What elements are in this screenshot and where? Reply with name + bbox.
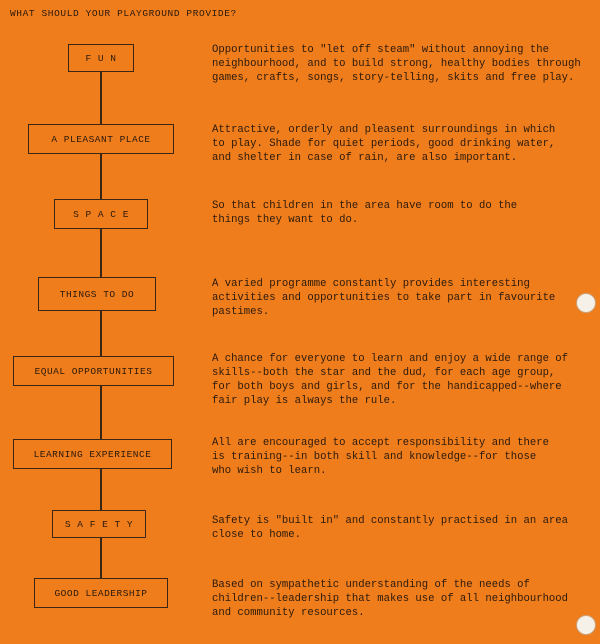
box-safety: S A F E T Y: [52, 510, 146, 538]
desc-space: So that children in the area have room to do the things they want to do.: [212, 200, 518, 226]
box-space: S P A C E: [54, 199, 148, 229]
box-things-to-do: THINGS TO DO: [38, 277, 156, 311]
desc-safety: Safety is "built in" and constantly practised in an area close to home.: [212, 515, 569, 541]
binder-hole-lower: [576, 615, 596, 635]
page-title: WHAT SHOULD YOUR PLAYGROUND PROVIDE?: [10, 8, 237, 19]
box-good-leadership: GOOD LEADERSHIP: [34, 578, 168, 608]
desc-fun: Opportunities to "let off steam" without annoying the neighbourhood, and to build strong, healthy bodies through games, crafts, songs, story-telling, skits and free play.: [212, 44, 581, 84]
desc-learning-experience: All are encouraged to accept responsibility and there is training--in both skill and knowledge--for those who wish to learn.: [212, 437, 549, 477]
box-equal-opportunities: EQUAL OPPORTUNITIES: [13, 356, 174, 386]
desc-things-to-do: A varied programme constantly provides interesting activities and opportunities to take part in favourite pastimes.: [212, 278, 556, 318]
box-fun: F U N: [68, 44, 134, 72]
desc-pleasant-place: Attractive, orderly and pleasent surroundings in which to play. Shade for quiet periods, good drinking water, and shelter in case of rain, are also important.: [212, 124, 556, 164]
box-pleasant-place: A PLEASANT PLACE: [28, 124, 174, 154]
box-learning-experience: LEARNING EXPERIENCE: [13, 439, 172, 469]
binder-hole-upper: [576, 293, 596, 313]
desc-good-leadership: Based on sympathetic understanding of the needs of children--leadership that makes use of all neighbourhood and community resources.: [212, 579, 569, 619]
desc-equal-opportunities: A chance for everyone to learn and enjoy a wide range of skills--both the star and the dud, for each age group, for both boys and girls, and for the handicapped--where fair play is always the rule.: [212, 353, 569, 407]
